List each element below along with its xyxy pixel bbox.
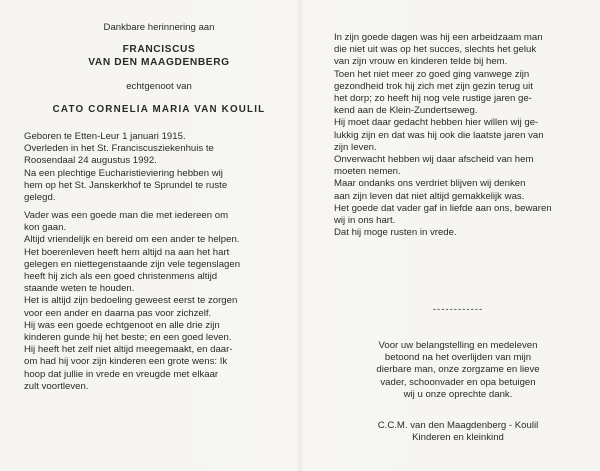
left-text-block <box>24 210 294 393</box>
text-line: kon gaan. <box>24 222 67 234</box>
text-line: Maar ondanks ons verdriet blijven wij denken <box>334 178 526 190</box>
text-line: zijn leven. <box>334 141 377 153</box>
deceased-first-name: FRANCISCUS <box>122 44 196 55</box>
text-line: aan zijn leven dat niet altijd gemakkelijk was. <box>334 190 525 202</box>
text-line: staande weten te houden. <box>24 283 135 295</box>
text-line: Hij moet daar gedacht hebben hier willen wij ge- <box>334 117 539 129</box>
text-line: gezondheid trok hij zich met zijn gezin terug uit <box>334 80 533 92</box>
text-line: Het is altijd zijn bedoeling geweest eerst te zorgen <box>24 295 238 307</box>
biography <box>24 131 294 204</box>
separator: ------------ <box>432 304 484 315</box>
text-line: Het boerenleven heeft hem altijd na aan het hart <box>24 246 230 258</box>
text-line: Toen het niet meer zo goed ging vanwege zijn <box>334 68 530 80</box>
text-line: kend aan de Klein-Zundertseweg. <box>334 105 478 117</box>
text-line: hoop dat jullie in vrede en vreugde met elkaar <box>24 368 219 380</box>
bio-line: Roosendaal 24 augustus 1992. <box>24 155 157 167</box>
text-line: gelegen en niettegenstaande zijn vele tegenslagen <box>24 258 241 270</box>
bio-line: Overleden in het St. Franciscusziekenhuis te <box>24 143 214 155</box>
text-line: Hij was een goede echtgenoot en alle drie zijn <box>24 319 220 331</box>
bio-line: gelegd. <box>24 192 56 204</box>
text-line: die niet uit was op het succes, slechts het geluk <box>334 44 537 56</box>
right-text-block <box>334 32 582 239</box>
signature-name: C.C.M. van den Maagdenberg - Koulil <box>377 420 539 431</box>
text-line: Altijd vriendelijk en bereid om een ander te helpen. <box>24 234 240 246</box>
spouse-name: CATO CORNELIA MARIA VAN KOULIL <box>52 104 266 115</box>
thanks-line: dierbare man, onze zorgzame en lieve <box>376 364 540 376</box>
thanks-line: vader, schoonvader en opa betuigen <box>380 376 536 388</box>
text-line: heeft hij zich als een goed christenmens altijd <box>24 271 218 283</box>
deceased-last-name: VAN DEN MAAGDENBERG <box>88 57 230 68</box>
thanks-line: Voor uw belangstelling en medeleven <box>378 340 538 351</box>
bio-line: hem op het St. Janskerkhof te Sprundel te ruste <box>24 179 228 191</box>
text-line: zult voortleven. <box>24 380 89 392</box>
thanks-line: betoond na het overlijden van mijn <box>384 352 532 364</box>
text-line: Vader was een goede man die met iedereen om <box>24 210 229 221</box>
heading: Dankbare herinnering aan <box>103 22 215 33</box>
text-line: moeten nemen. <box>334 166 401 178</box>
text-line: lukkig zijn en dat was hij ook die laatste jaren van <box>334 129 544 141</box>
text-line: Het goede dat vader gaf in liefde aan ons, bewaren <box>334 202 552 214</box>
thanks-line: wij u onze oprechte dank. <box>403 388 513 400</box>
signature <box>334 420 582 444</box>
text-line: In zijn goede dagen was hij een arbeidzaam man <box>334 32 543 43</box>
text-line: het dorp; zo heeft hij nog vele rustige jaren ge- <box>334 93 532 105</box>
text-line: Hij heeft het zelf niet altijd meegemaakt, en daar- <box>24 344 233 356</box>
text-line: om had hij voor zijn kinderen een grote wens: Ik <box>24 356 228 368</box>
signature-family: Kinderen en kleinkind <box>412 432 504 444</box>
text-line: Dat hij moge rusten in vrede. <box>334 227 457 239</box>
text-line: wij in ons hart. <box>334 215 396 227</box>
bio-line: Geboren te Etten-Leur 1 januari 1915. <box>24 131 186 142</box>
relation-text: echtgenoot van <box>126 81 192 92</box>
bio-line: Na een plechtige Eucharistieviering hebben wij <box>24 167 223 179</box>
thanks-block <box>334 340 582 401</box>
text-line: voor een ander en daarna pas voor zichzelf. <box>24 307 212 319</box>
text-line: van zijn vrouw en kinderen telde bij hem. <box>334 56 508 68</box>
text-line: kinderen gunde hij het beste; en een goed leven. <box>24 332 232 344</box>
text-line: Onverwacht hebben wij daar afscheid van hem <box>334 154 534 166</box>
